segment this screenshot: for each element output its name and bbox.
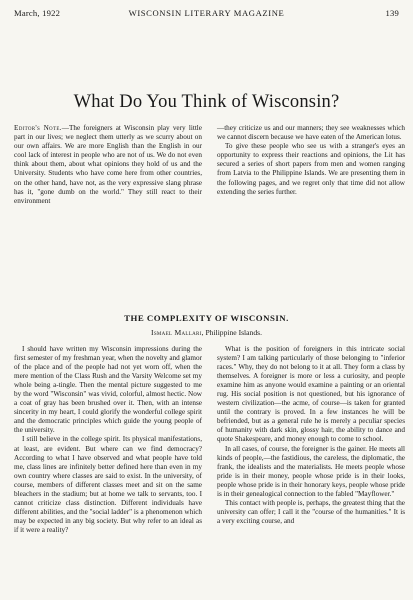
article-column-left: [14, 345, 202, 535]
article-column-right: [217, 345, 405, 535]
issue-date: March, 1922: [14, 8, 61, 18]
section-title: THE COMPLEXITY OF WISCONSIN.: [124, 313, 289, 323]
editors-note-paragraph-2: To give these people who see us with a stranger's eyes an opportunity to express their reactions and opinions, the Lit has secured a series of short papers from men and women ranging from Latvia to the Philippine Islands. We are presenting them in the following pages, and we regret only that time did not allow extending the series further.: [217, 142, 405, 196]
running-head: [14, 8, 399, 20]
editors-note-column-left: [14, 124, 202, 206]
article-body: [14, 345, 405, 535]
body-paragraph: I should have written my Wisconsin impressions during the first semester of my freshman year, when the novelty and glamor of the place and of the people had not yet worn off, when the mere mention of the Class Rush and the Varsity Welcome set my whole being a-tingle. Then the mental picture suggested to me by the word "Wisconsin" was vivid, colorful, almost hectic. Now a coat of gray has been brushed over it. Then, with an intense sincerity in my heart, I could glorify the wonderful college spirit and the democratic principles which guide the young people of the university.: [14, 345, 202, 435]
editors-note-label: Editor's Note.: [14, 124, 62, 132]
magazine-name: WISCONSIN LITERARY MAGAZINE: [128, 8, 285, 18]
editors-note-continuation: —they criticize us and our manners; they see weaknesses which we cannot discern because we have eaten of the American lotus.: [217, 124, 405, 142]
body-paragraph: What is the position of foreigners in this intricate social system? I am talking particularly of those belonging to "inferior races." Why, they do not belong to it at all. They form a class by themselves. A foreigner is more or less a curiosity, and people examine him as anyone would examine a painting or an oriental rug. His social position is not questioned, but his ignorance of western civilization—the acme, of course—is taken for granted until the contrary is proved. In a few instances he will be befriended, but as a general rule he is merely a peculiar species of humanity with dark skin, glossy hair, the ability to dance and quote Shakespeare, and money enough to come to school.: [217, 345, 405, 444]
byline: [0, 328, 413, 337]
author-name: Ismael Mallari: [151, 328, 202, 337]
page-number: 139: [385, 8, 399, 18]
author-origin: , Philippine Islands.: [201, 328, 262, 337]
article-title: What Do You Think of Wisconsin?: [73, 92, 340, 112]
editors-note-column-right: [217, 124, 405, 206]
body-paragraph: This contact with people is, perhaps, the greatest thing that the university can offer; I call it the "course of the humanities." It is a very exciting course, and: [217, 498, 405, 525]
editors-note-text: —The foreigners at Wisconsin play very little part in our lives; we neglect them utterly as we scurry about on our own affairs. We are more English than the English in our cool lack of interest in people who are not of us. We do not even think about them, about what opinions they hold of us and the University. Students who have come here from other countries, on the other hand, have not, as the very expressive slang phrase has it, "gone dumb on the world." They still react to their environment: [14, 124, 202, 205]
body-paragraph: I still believe in the college spirit. Its physical manifestations, at least, are evident. But where can we find democracy? According to what I have observed and what people have told me, class lines are infinitely better defined here than even in my own country where classes are said to exist. In the university, of course, members of different classes meet and sit on the same bleachers in the stadium; but at home we talk to servants, too. I cannot criticize class distinction. Different individuals have different abilities, and the "social ladder" is a phenomenon which may be expected in any big society. But why refer to an ideal as if it were a reality?: [14, 435, 202, 534]
editors-note: [14, 124, 405, 206]
body-paragraph: In all cases, of course, the foreigner is the gainer. He meets all kinds of people,—the fastidious, the careless, the diplomatic, the frank, the idealists and the materialists. He meets people whose pride is in their money, people whose pride is in their looks, people whose pride is in their honorary keys, people whose pride is in their genealogical connection to the fabled "Mayflower.": [217, 444, 405, 498]
editors-note-paragraph: [14, 124, 202, 206]
